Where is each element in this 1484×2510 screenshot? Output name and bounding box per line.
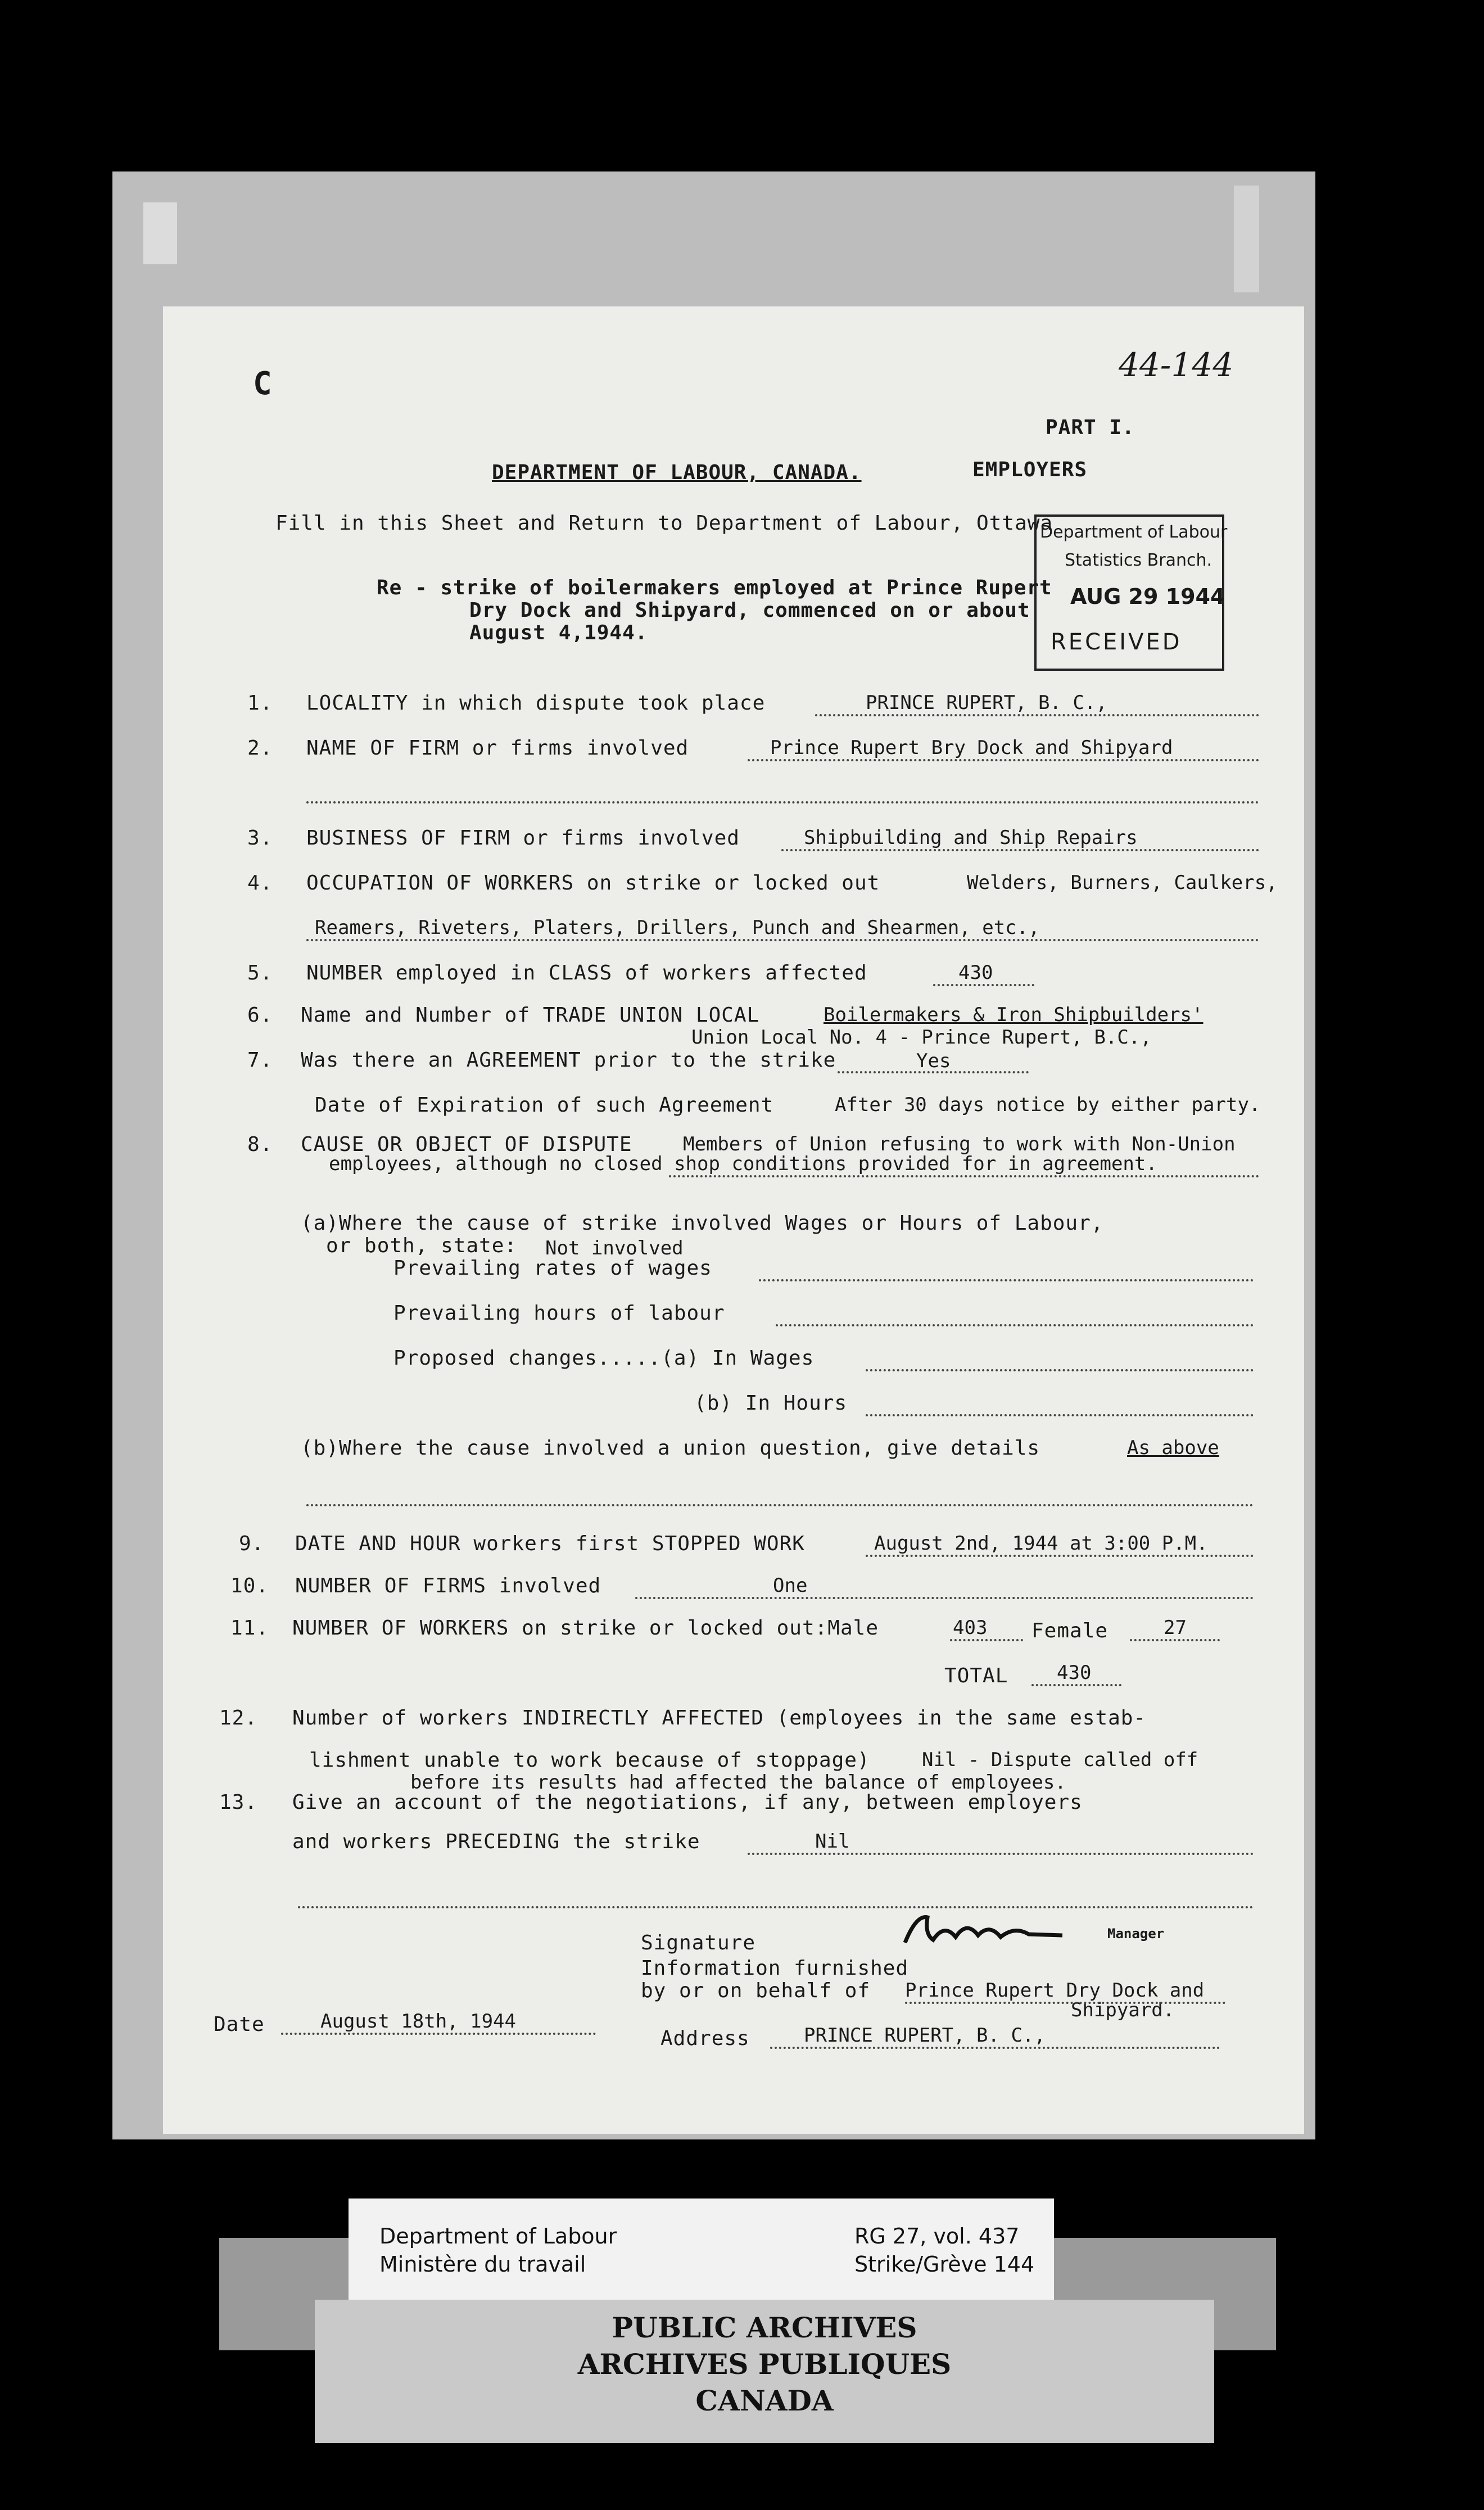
- answer-line: [905, 2002, 1225, 2004]
- proposed-hours-label: (b) In Hours: [694, 1392, 848, 1415]
- item-number: 9.: [239, 1532, 265, 1555]
- female-label: Female: [1031, 1619, 1109, 1642]
- date-answer: August 18th, 1944: [320, 2010, 516, 2033]
- answer-line: [306, 939, 1259, 941]
- public-archives-banner: [315, 2300, 1214, 2443]
- address-answer: PRINCE RUPERT, B. C.,: [804, 2024, 1046, 2047]
- item-number: 6.: [247, 1004, 273, 1027]
- occupation-answer-continued: Reamers, Riveters, Platers, Drillers, Punch and Shearmen, etc.,: [315, 917, 1040, 939]
- answer-line: [1031, 1684, 1121, 1686]
- answer-line: [1130, 1639, 1220, 1641]
- stamp-branch: Statistics Branch.: [1065, 550, 1212, 570]
- wages-hours-answer: Not involved: [545, 1237, 684, 1259]
- answer-line: [759, 1279, 1254, 1281]
- item-number: 3.: [247, 827, 273, 850]
- prevailing-wages-label: Prevailing rates of wages: [393, 1257, 712, 1280]
- answer-line: [933, 984, 1034, 986]
- answer-line: [866, 1414, 1254, 1416]
- firm-name-label: NAME OF FIRM or firms involved: [306, 737, 689, 760]
- business-answer: Shipbuilding and Ship Repairs: [804, 827, 1138, 849]
- answer-line: [866, 1369, 1254, 1371]
- cause-label: CAUSE OR OBJECT OF DISPUTE: [301, 1133, 632, 1156]
- form-instruction: Fill in this Sheet and Return to Department of Labour, Ottawa: [275, 512, 1053, 535]
- agreement-label: Was there an AGREEMENT prior to the strike: [301, 1049, 836, 1072]
- item-number: 1.: [247, 692, 273, 715]
- item-number: 11.: [230, 1617, 269, 1640]
- signature-label: Signature: [641, 1931, 756, 1954]
- answer-line: [748, 1853, 1254, 1855]
- department-english: Department of Labour: [379, 2224, 617, 2249]
- workers-on-strike-label: NUMBER OF WORKERS on strike or locked out:Male: [292, 1617, 879, 1640]
- item-number: 5.: [247, 961, 273, 985]
- occupation-label: OCCUPATION OF WORKERS on strike or locked out: [306, 872, 880, 895]
- wages-hours-question-continued: or both, state:: [326, 1234, 518, 1257]
- staple-mark: [1234, 186, 1259, 292]
- firm-name-answer: Prince Rupert Bry Dock and Shipyard: [770, 737, 1173, 759]
- cause-answer: Members of Union refusing to work with Non-Union: [683, 1133, 1236, 1155]
- department-french: Ministère du travail: [379, 2252, 586, 2277]
- indirectly-affected-label-continued: lishment unable to work because of stoppage): [309, 1749, 870, 1772]
- locality-label: LOCALITY in which dispute took place: [306, 692, 766, 715]
- wages-hours-question: (a)Where the cause of strike involved Wages or Hours of Labour,: [301, 1212, 1104, 1235]
- expiration-label: Date of Expiration of such Agreement: [315, 1094, 774, 1117]
- strike-reference: Strike/Grève 144: [854, 2252, 1035, 2277]
- item-number: 7.: [247, 1049, 273, 1072]
- item-number: 10.: [230, 1574, 269, 1597]
- answer-line: [748, 759, 1259, 761]
- employers-label: EMPLOYERS: [972, 458, 1088, 481]
- negotiations-label-continued: and workers PRECEDING the strike: [292, 1830, 700, 1853]
- handwritten-signature: [894, 1912, 1074, 1951]
- stopped-work-answer: August 2nd, 1944 at 3:00 P.M.: [874, 1532, 1208, 1555]
- information-furnished-label: Information furnished: [641, 1957, 909, 1980]
- locality-answer: PRINCE RUPERT, B. C.,: [866, 692, 1107, 714]
- prevailing-hours-label: Prevailing hours of labour: [393, 1302, 725, 1325]
- indirectly-affected-answer-continued: before its results had affected the balance of employees.: [410, 1771, 1066, 1794]
- banner-line-english: PUBLIC ARCHIVES: [612, 2311, 917, 2344]
- record-group-reference: RG 27, vol. 437: [854, 2224, 1020, 2249]
- answer-line: [781, 849, 1259, 851]
- agreement-answer: Yes: [916, 1050, 951, 1072]
- union-local-answer-continued: Union Local No. 4 - Prince Rupert, B.C.,: [691, 1026, 1152, 1049]
- answer-line: [815, 714, 1259, 716]
- union-question-answer: As above: [1127, 1437, 1219, 1459]
- answer-line: [669, 1175, 1259, 1177]
- item-number: 2.: [247, 737, 273, 760]
- business-label: BUSINESS OF FIRM or firms involved: [306, 827, 740, 850]
- stamp-date: AUG 29 1944: [1070, 584, 1225, 609]
- received-stamp: [1034, 514, 1228, 671]
- proposed-wages-label: Proposed changes.....(a) In Wages: [393, 1347, 815, 1370]
- expiration-answer: After 30 days notice by either party.: [835, 1094, 1261, 1116]
- answer-line: [306, 1504, 1254, 1506]
- total-count: 430: [1057, 1662, 1092, 1684]
- corner-mark: C: [253, 365, 273, 402]
- answer-line: [866, 1555, 1254, 1557]
- male-count: 403: [953, 1617, 988, 1639]
- stopped-work-label: DATE AND HOUR workers first STOPPED WORK: [295, 1532, 805, 1555]
- indirectly-affected-answer: Nil - Dispute called off: [922, 1749, 1198, 1771]
- stamp-department: Department of Labour: [1040, 522, 1228, 542]
- date-label: Date: [214, 2013, 265, 2036]
- number-employed-label: NUMBER employed in CLASS of workers affected: [306, 961, 867, 985]
- item-number: 13.: [219, 1791, 258, 1814]
- on-behalf-of-answer: Prince Rupert Dry Dock and: [905, 1979, 1205, 2002]
- strike-description-line3: August 4,1944.: [469, 621, 648, 644]
- on-behalf-of-label: by or on behalf of: [641, 1979, 871, 2002]
- union-local-label: Name and Number of TRADE UNION LOCAL: [301, 1004, 760, 1027]
- union-local-answer: Boilermakers & Iron Shipbuilders': [824, 1004, 1204, 1026]
- address-label: Address: [660, 2027, 750, 2050]
- number-of-firms-answer: One: [773, 1574, 808, 1597]
- negotiations-answer: Nil: [815, 1830, 850, 1853]
- stamp-received: RECEIVED: [1051, 629, 1182, 655]
- item-number: 4.: [247, 872, 273, 895]
- form-title: DEPARTMENT OF LABOUR, CANADA.: [492, 461, 862, 484]
- strike-report-form: [163, 306, 1304, 2134]
- answer-line: [306, 801, 1259, 803]
- union-question-label: (b)Where the cause involved a union question, give details: [301, 1437, 1040, 1460]
- answer-line: [776, 1324, 1254, 1326]
- answer-line: [281, 2033, 596, 2035]
- strike-description-line2: Dry Dock and Shipyard, commenced on or about: [469, 599, 1030, 622]
- banner-line-country: CANADA: [695, 2384, 834, 2417]
- female-count: 27: [1164, 1617, 1187, 1639]
- document-number: 44-144: [1119, 346, 1234, 384]
- total-label: TOTAL: [944, 1664, 1008, 1687]
- on-behalf-of-answer-continued: Shipyard.: [1071, 1999, 1175, 2021]
- number-of-firms-label: NUMBER OF FIRMS involved: [295, 1574, 601, 1597]
- manager-title: Manager: [1107, 1926, 1165, 1942]
- item-number: 8.: [247, 1133, 273, 1156]
- cause-answer-continued: employees, although no closed shop conditions provided for in agreement.: [329, 1153, 1157, 1175]
- number-employed-answer: 430: [958, 961, 993, 984]
- banner-line-french: ARCHIVES PUBLIQUES: [577, 2348, 952, 2381]
- answer-line: [298, 1906, 1254, 1908]
- paper-clip-mark: [143, 202, 177, 264]
- indirectly-affected-label: Number of workers INDIRECTLY AFFECTED (employees in the same estab-: [292, 1707, 1147, 1730]
- answer-line: [770, 2047, 1220, 2049]
- answer-line: [950, 1639, 1023, 1641]
- negotiations-label: Give an account of the negotiations, if any, between employers: [292, 1791, 1083, 1814]
- occupation-answer: Welders, Burners, Caulkers,: [967, 872, 1278, 894]
- item-number: 12.: [219, 1707, 258, 1730]
- answer-line: [635, 1597, 1254, 1599]
- archive-reference-label: [349, 2198, 1054, 2303]
- strike-description-line1: Re - strike of boilermakers employed at Prince Rupert: [377, 576, 1052, 599]
- part-label: PART I.: [1046, 416, 1135, 439]
